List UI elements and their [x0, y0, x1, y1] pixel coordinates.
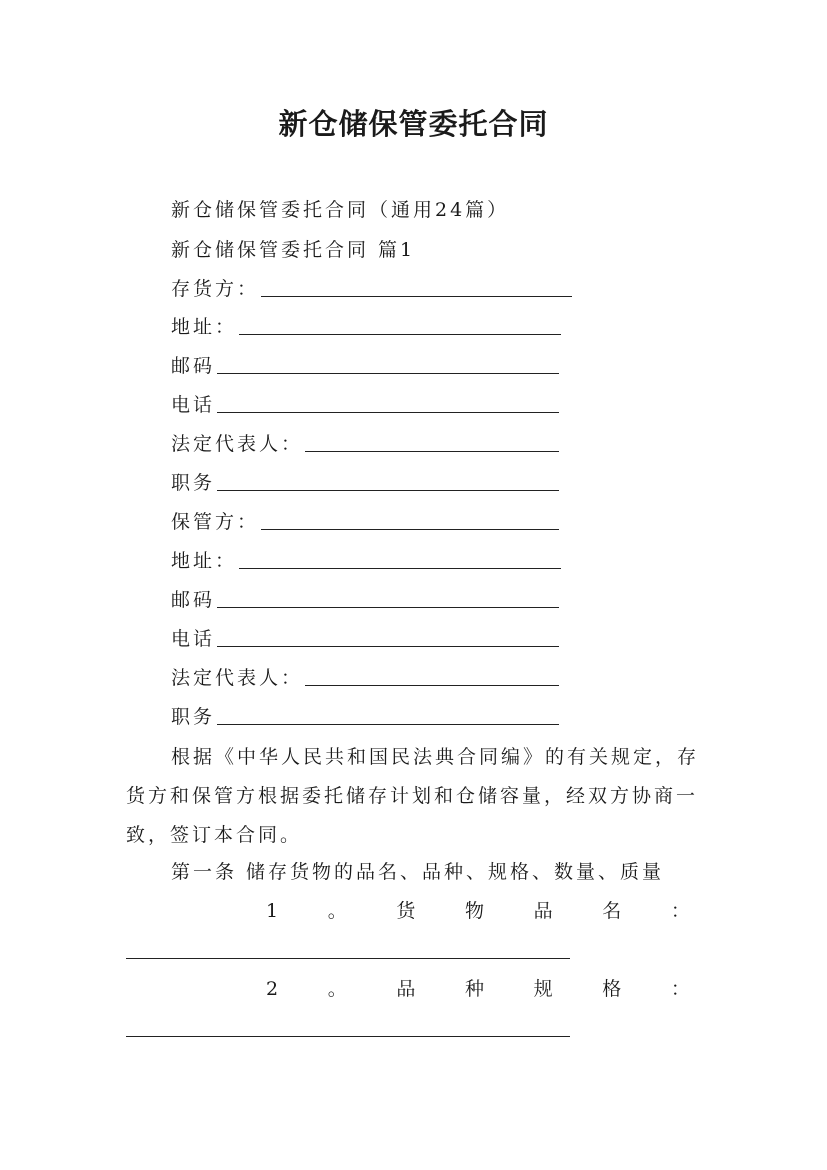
item-char: 种	[465, 978, 485, 1000]
field-label: 电话	[171, 394, 216, 416]
field-label: 地址：	[171, 316, 238, 338]
field-custodian	[171, 510, 559, 534]
field-depositor-postcode	[171, 354, 559, 378]
subtitle-line: 新仓储保管委托合同（通用24篇）	[171, 199, 510, 221]
item-char: 规	[533, 978, 553, 1000]
item-char: 。	[327, 978, 347, 1000]
blank-line	[305, 667, 559, 686]
item-char: 1	[266, 900, 279, 922]
document-title: 新仓储保管委托合同	[278, 107, 549, 141]
field-label: 地址：	[171, 550, 238, 572]
field-custodian-position	[171, 705, 559, 729]
article-heading: 第一条 储存货物的品名、品种、规格、数量、质量	[171, 861, 665, 883]
field-label: 存货方：	[171, 278, 260, 300]
field-label: 职务	[171, 706, 216, 728]
field-label: 邮码	[171, 355, 216, 377]
blank-line	[261, 511, 559, 530]
item-char: 品	[396, 978, 416, 1000]
field-depositor-legal-rep	[171, 432, 559, 456]
field-label: 保管方：	[171, 511, 260, 533]
blank-line	[217, 628, 559, 647]
blank-line	[217, 472, 559, 491]
section-heading: 新仓储保管委托合同 篇1	[171, 239, 416, 261]
item-char: ：	[670, 978, 690, 1000]
field-depositor	[171, 277, 572, 301]
field-custodian-postcode	[171, 588, 559, 612]
item-char: ：	[670, 900, 690, 922]
item-char: 货	[396, 900, 416, 922]
field-label: 邮码	[171, 589, 216, 611]
field-label: 法定代表人：	[171, 667, 304, 689]
field-label: 法定代表人：	[171, 433, 304, 455]
blank-line	[217, 706, 559, 725]
blank-line	[217, 394, 559, 413]
blank-line	[261, 278, 572, 297]
field-custodian-legal-rep	[171, 666, 559, 690]
blank-line	[126, 958, 570, 959]
blank-line	[305, 433, 559, 452]
field-depositor-address	[171, 315, 561, 339]
intro-paragraph: 根据《中华人民共和国民法典合同编》的有关规定，存货方和保管方根据委托储存计划和仓储容量，经双方协商一致，签订本合同。	[126, 746, 700, 846]
item-char: 格	[602, 978, 622, 1000]
item-char: 名	[602, 900, 622, 922]
blank-line	[217, 589, 559, 608]
blank-line	[126, 1036, 570, 1037]
field-depositor-position	[171, 471, 559, 495]
item-char: 品	[533, 900, 553, 922]
blank-line	[239, 550, 561, 569]
blank-line	[239, 316, 561, 335]
blank-line	[217, 355, 559, 374]
item-char: 。	[327, 900, 347, 922]
field-label: 职务	[171, 472, 216, 494]
field-custodian-address	[171, 549, 561, 573]
item-goods-name	[266, 899, 690, 923]
item-char: 2	[266, 978, 279, 1000]
field-custodian-phone	[171, 627, 559, 651]
item-char: 物	[465, 900, 485, 922]
field-depositor-phone	[171, 393, 559, 417]
field-label: 电话	[171, 628, 216, 650]
item-specification	[266, 977, 690, 1001]
